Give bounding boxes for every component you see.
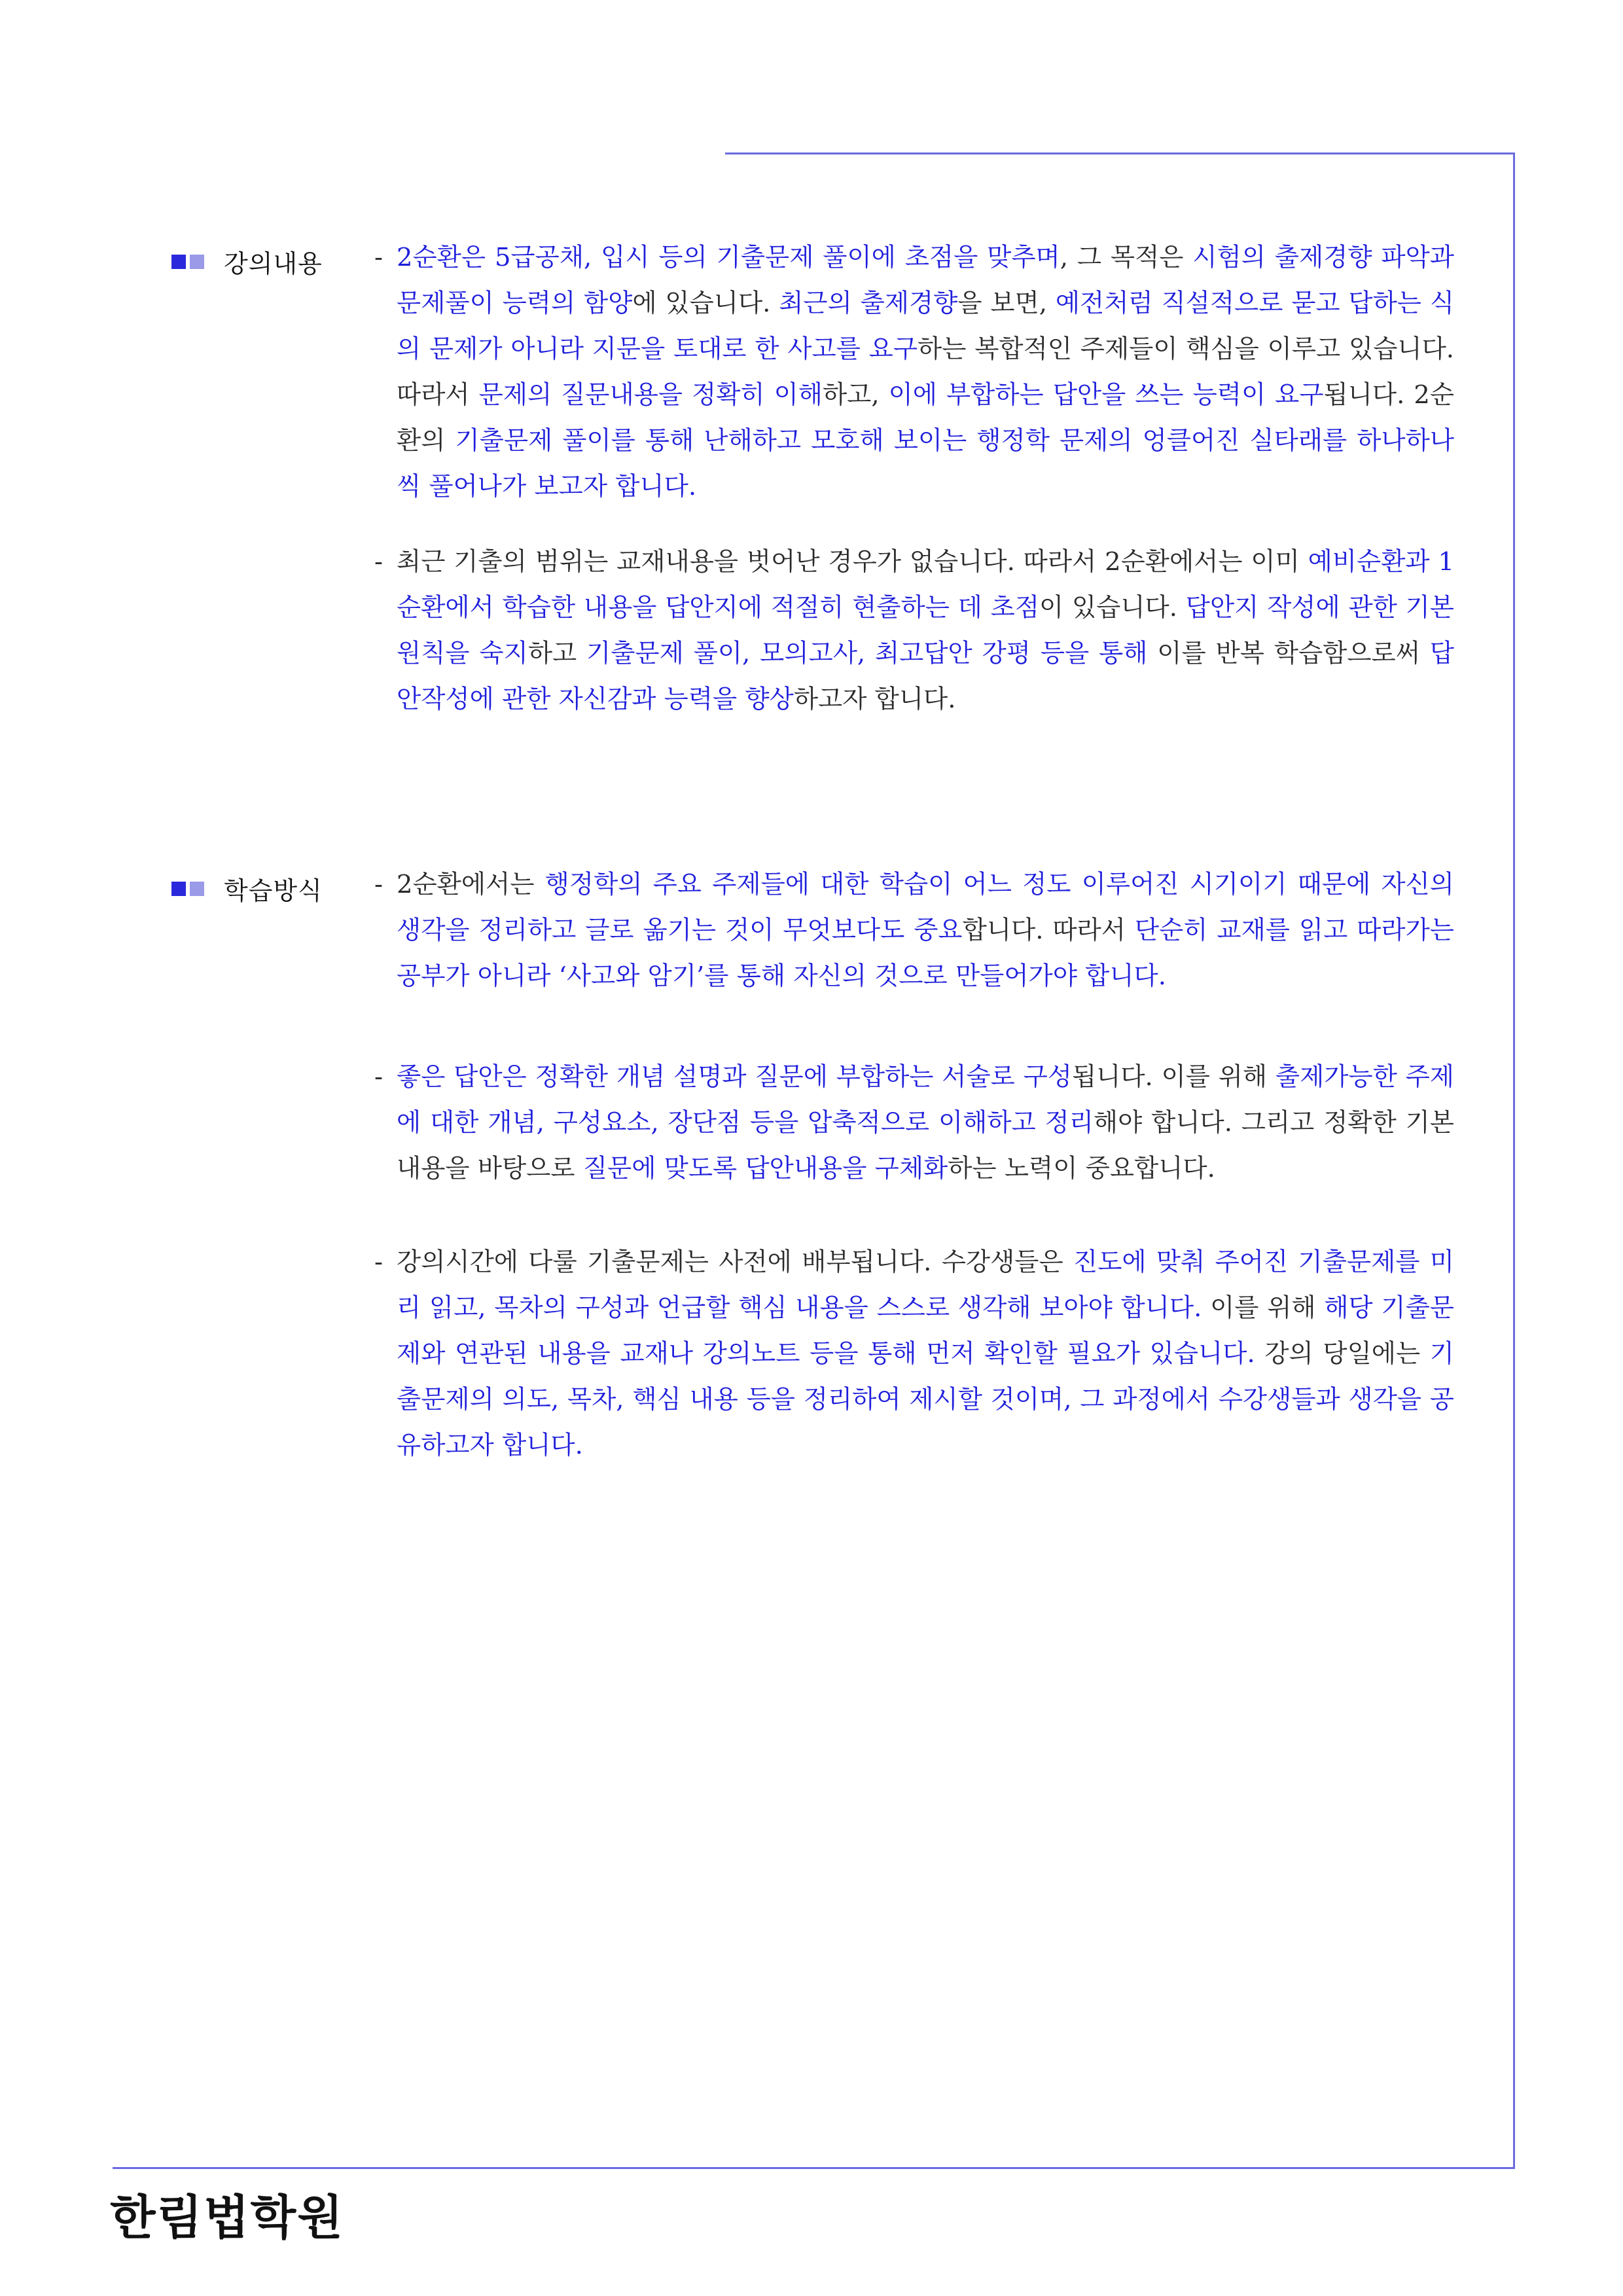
- text-run: 됩니다. 2순환의: [397, 380, 1455, 456]
- text-run: 하고: [527, 639, 587, 668]
- text-run: 강의 당일에는: [1255, 1339, 1430, 1369]
- highlighted-text-run: 예전처럼 직설적으로 묻고 답하는 식의 문제가 아니라 지문을 토대로 한 사고를 요구: [397, 289, 1455, 364]
- text-run: 2순환에서는: [397, 870, 545, 899]
- bullet-square-light-icon: [190, 255, 204, 269]
- text-run: 하고,: [822, 380, 889, 410]
- section-heading-study-method: [171, 870, 323, 906]
- paragraph-body: [397, 1240, 1454, 1469]
- highlighted-text-run: 예비순환과 1순환에서 학습한 내용을 답안지에 적절히 현출하는 데 초점: [397, 547, 1454, 622]
- frame-top-border: [725, 152, 1514, 154]
- paragraph-body: [397, 235, 1454, 510]
- highlighted-text-run: 답안작성에 관한 자신감과 능력을 향상: [397, 639, 1454, 714]
- highlighted-text-run: 기출문제 풀이를 통해 난해하고 모호해 보이는 행정학 문제의 엉클어진 실타래를 하나하나씩 풀어나가 보고자 합니다.: [397, 426, 1454, 501]
- section-title: 강의내용: [224, 249, 323, 278]
- paragraph: [374, 862, 1454, 999]
- dash-marker: -: [374, 1062, 383, 1092]
- text-run: 하는 복합적인 주제들이 핵심을 이루고 있습니다. 따라서: [397, 334, 1455, 410]
- text-run: 합니다. 따라서: [962, 916, 1135, 945]
- text-run: , 그 목적은: [1060, 243, 1193, 272]
- paragraph-body: [397, 1054, 1454, 1192]
- paragraph: [374, 1240, 1454, 1469]
- highlighted-text-run: 행정학의 주요 주제들에 대한 학습이 어느 정도 이루어진 시기이기 때문에 자신의 생각을 정리하고 글로 옮기는 것이 무엇보다도 중요: [397, 870, 1454, 945]
- paragraph-body: [397, 862, 1454, 999]
- highlighted-text-run: 좋은 답안은 정확한 개념 설명과 질문에 부합하는 서술로 구성: [397, 1062, 1072, 1092]
- highlighted-text-run: 이에 부합하는 답안을 쓰는 능력이 요구: [888, 380, 1324, 410]
- dash-marker: -: [374, 547, 383, 577]
- text-run: 을 보면,: [957, 289, 1056, 318]
- highlighted-text-run: 진도에 맞춰 주어진 기출문제를 미리 읽고, 목차의 구성과 언급할 핵심 내용을 스스로 생각해 보아야 합니다.: [397, 1247, 1454, 1323]
- highlighted-text-run: 해당 기출문제와 연관된 내용을 교재나 강의노트 등을 통해 먼저 확인할 필요가 있습니다.: [397, 1293, 1454, 1369]
- bullet-square-light-icon: [190, 882, 204, 896]
- highlighted-text-run: 질문에 맞도록 답안내용을 구체화: [582, 1154, 948, 1183]
- text-run: 됩니다. 이를 위해: [1071, 1062, 1275, 1092]
- paragraph-body: [397, 539, 1454, 723]
- frame-right-border: [1513, 152, 1515, 2168]
- dash-marker: -: [374, 243, 383, 272]
- highlighted-text-run: 시험의 출제경향 파악과 문제풀이 능력의 함양: [397, 243, 1454, 318]
- paragraph: [374, 235, 1454, 510]
- paragraph: [374, 539, 1454, 723]
- text-run: 이를 위해: [1202, 1293, 1325, 1323]
- dash-marker: -: [374, 870, 383, 899]
- highlighted-text-run: 기출문제 풀이, 모의고사, 최고답안 강평 등을 통해: [586, 639, 1148, 668]
- highlighted-text-run: 최근의 출제경향: [779, 289, 958, 318]
- section-title: 학습방식: [224, 876, 323, 905]
- frame-bottom-border: [113, 2167, 1515, 2169]
- section-heading-lecture-content: [171, 243, 323, 279]
- text-run: 이를 반복 학습함으로써: [1147, 639, 1430, 668]
- text-run: 에 있습니다.: [632, 289, 779, 318]
- bullet-square-icon: [171, 255, 186, 269]
- bullet-square-icon: [171, 882, 186, 896]
- highlighted-text-run: 단순히 교재를 읽고 따라가는 공부가 아니라 ‘사고와 암기’를 통해 자신의 것으로 만들어가야 합니다.: [397, 916, 1454, 991]
- highlighted-text-run: 출제가능한 주제에 대한 개념, 구성요소, 장단점 등을 압축적으로 이해하고 정리: [397, 1062, 1455, 1138]
- text-run: 이 있습니다.: [1039, 593, 1186, 622]
- text-run: 하고자 합니다.: [793, 685, 956, 714]
- highlighted-text-run: 답안지 작성에 관한 기본 원칙을 숙지: [397, 593, 1454, 668]
- highlighted-text-run: 2순환은 5급공채, 입시 등의 기출문제 풀이에 초점을 맞추며: [397, 243, 1060, 272]
- paragraph: [374, 1054, 1454, 1192]
- text-run: 최근 기출의 범위는 교재내용을 벗어난 경우가 없습니다. 따라서 2순환에서는 이미: [397, 547, 1308, 577]
- dash-marker: -: [374, 1247, 383, 1277]
- text-run: 강의시간에 다룰 기출문제는 사전에 배부됩니다. 수강생들은: [397, 1247, 1073, 1277]
- academy-logo: 한림법학원: [110, 2190, 344, 2245]
- highlighted-text-run: 문제의 질문내용을 정확히 이해: [478, 380, 823, 410]
- text-run: 하는 노력이 중요합니다.: [948, 1154, 1215, 1183]
- text-run: 해야 합니다. 그리고 정확한 기본내용을 바탕으로: [397, 1108, 1454, 1183]
- highlighted-text-run: 기출문제의 의도, 목차, 핵심 내용 등을 정리하여 제시할 것이며, 그 과정에서 수강생들과 생각을 공유하고자 합니다.: [397, 1339, 1454, 1460]
